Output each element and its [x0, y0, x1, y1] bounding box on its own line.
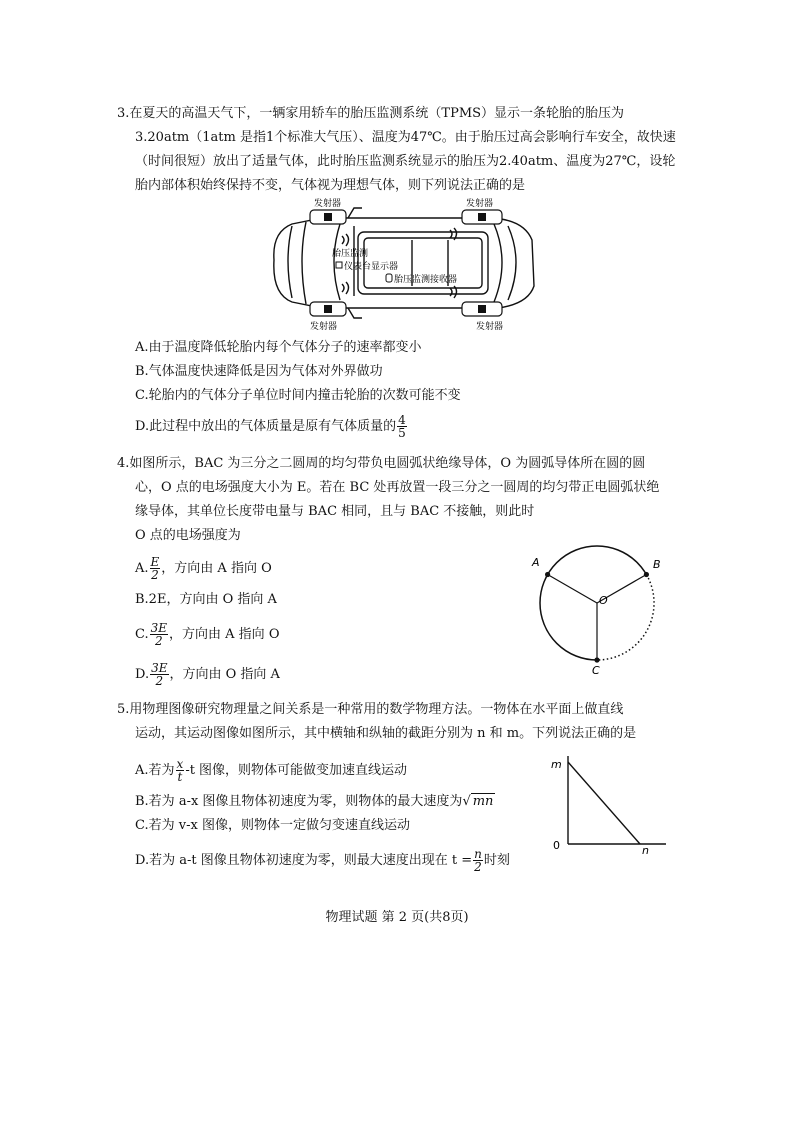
q3-line3: （时间很短）放出了适量气体，此时胎压监测系统显示的胎压为2.40atm、温度为27℃，设轮: [135, 154, 676, 169]
q5-option-a-pre: A.若为: [135, 763, 175, 778]
display-label: 仪表台显示器: [344, 262, 399, 272]
q4-line3: 缘导体，其单位长度带电量与 BAC 相同，且与 BAC 不接触，则此时: [135, 504, 535, 519]
q4-option-a-num: E: [150, 555, 160, 569]
graph-label-n: n: [642, 844, 649, 856]
q5-option-b-pre: B.若为 a-x 图像且物体初速度为零，则物体的最大速度为: [135, 794, 463, 809]
q4-option-c-post: ，方向由 A 指向 O: [169, 627, 280, 642]
q5-option-d-num: n: [474, 847, 482, 861]
q5-option-b-sqrt: mn: [472, 794, 494, 809]
q3-line4: 胎内部体积始终保持不变，气体视为理想气体，则下列说法正确的是: [135, 178, 526, 193]
q3-line2: 3.20atm（1atm 是指1个标准大气压）、温度为47℃。由于胎压过高会影响行车安全，故快速: [135, 130, 676, 145]
page-footer: 物理试题 第 2 页(共8页): [325, 910, 469, 925]
q5-option-a-post: -t 图像，则物体可能做变加速直线运动: [185, 763, 408, 778]
label-o: O: [599, 594, 608, 607]
tpms-car-figure: [262, 196, 548, 334]
q4-option-c: [135, 622, 279, 647]
q5-option-a: [135, 758, 407, 783]
q4-option-c-pre: C.: [135, 627, 149, 642]
q5-option-d-den: 2: [474, 860, 482, 874]
fraction: [150, 662, 168, 687]
q4-option-d: [135, 662, 280, 687]
q4-option-d-num: 3E: [151, 661, 168, 675]
q3-option-d: [135, 414, 408, 439]
emitter-label-tl: 发射器: [314, 199, 342, 209]
q5-option-d: [135, 848, 510, 873]
q3-option-d-den: 5: [398, 426, 406, 440]
label-c: C: [592, 664, 600, 677]
q5-option-c: C.若为 v-x 图像，则物体一定做匀变速直线运动: [135, 818, 410, 833]
label-a: A: [532, 556, 540, 569]
fraction: [150, 556, 161, 581]
q3-option-d-num: 4: [398, 413, 406, 427]
q5-option-a-den: t: [177, 770, 183, 784]
graph-label-m: m: [551, 758, 562, 771]
q3-option-b: B.气体温度快速降低是因为气体对外界做功: [135, 364, 383, 379]
q4-option-c-den: 2: [155, 634, 163, 648]
q4-option-d-post: ，方向由 O 指向 A: [169, 667, 280, 682]
q3-option-c: C.轮胎内的气体分子单位时间内撞击轮胎的次数可能不变: [135, 388, 461, 403]
q5-option-a-num: x: [176, 757, 184, 771]
q5-line2: 运动，其运动图像如图所示，其中横轴和纵轴的截距分别为 n 和 m。下列说法正确的是: [135, 726, 637, 741]
arc-conductor-figure: [526, 540, 676, 680]
q3-option-a: A.由于温度降低轮胎内每个气体分子的速率都变小: [135, 340, 422, 355]
q4-option-c-num: 3E: [150, 621, 168, 635]
emitter-label-bl: 发射器: [310, 322, 338, 332]
q4-option-d-pre: D.: [135, 667, 150, 682]
fraction: [150, 622, 168, 647]
q5-line1: 5.用物理图像研究物理量之间关系是一种常用的数学物理方法。一物体在水平面上做直线: [117, 702, 624, 717]
fraction: [176, 758, 185, 783]
q4-option-a-pre: A.: [135, 561, 149, 576]
emitter-label-tr: 发射器: [466, 199, 494, 209]
emitter-label-br: 发射器: [476, 322, 504, 332]
monitor-label: 胎压监测: [332, 249, 369, 259]
intercept-graph-figure: [544, 752, 674, 856]
receiver-label: 胎压监测接收器: [394, 275, 458, 285]
q5-option-b: B.若为 a-x 图像且物体初速度为零，则物体的最大速度为√ mn: [135, 794, 494, 809]
q4-line2: 心，O 点的电场强度大小为 E。若在 BC 处再放置一段三分之一圆周的均匀带正电圆弧状绝: [135, 480, 660, 495]
q5-option-d-pre: D.若为 a-t 图像且物体初速度为零，则最大速度出现在 t =: [135, 853, 473, 868]
q4-option-d-den: 2: [155, 674, 164, 688]
label-b: B: [653, 558, 661, 571]
fraction: [397, 414, 407, 439]
q4-line1: 4.如图所示，BAC 为三分之二圆周的均匀带负电圆弧状绝缘导体，O 为圆弧导体所在圆的圆: [117, 456, 646, 471]
q3-line1: 3.在夏天的高温天气下，一辆家用轿车的胎压监测系统（TPMS）显示一条轮胎的胎压为: [117, 106, 625, 121]
q5-option-d-post: 时刻: [483, 853, 510, 868]
q4-option-a: [135, 556, 272, 581]
q4-option-a-post: ，方向由 A 指向 O: [161, 561, 272, 576]
graph-origin-label: 0: [553, 839, 560, 852]
q4-line4: O 点的电场强度为: [135, 528, 241, 543]
q4-option-a-den: 2: [151, 568, 159, 582]
q3-option-d-text: D.此过程中放出的气体质量是原有气体质量的: [135, 419, 397, 434]
fraction: [473, 848, 483, 873]
q4-option-b: B.2E，方向由 O 指向 A: [135, 592, 277, 607]
